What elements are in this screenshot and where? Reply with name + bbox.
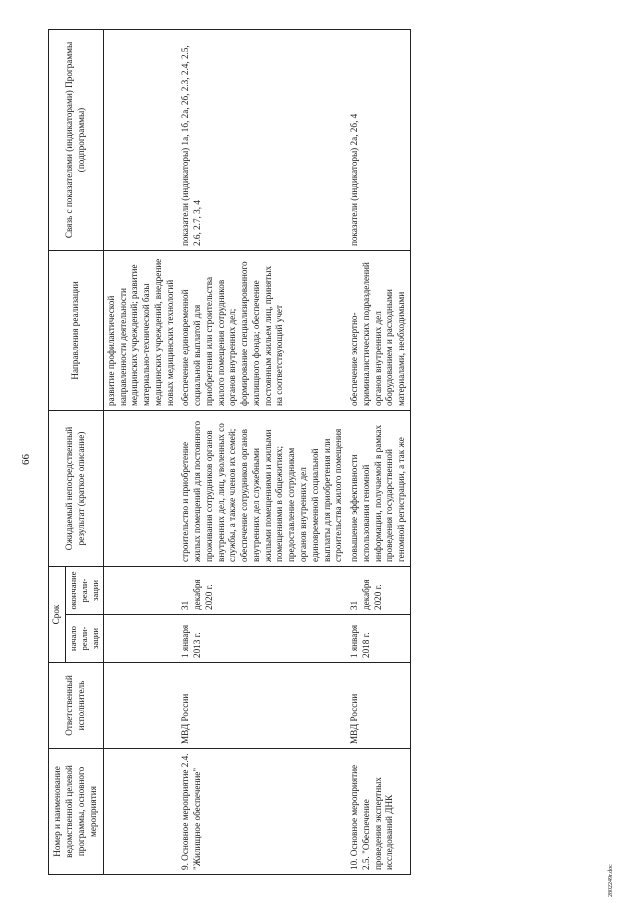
table-row bbox=[103, 30, 178, 875]
row-name: Основное мероприятие 2.4. "Жилищное обеспечение" bbox=[180, 753, 203, 870]
header-executor: Ответственный исполнитель bbox=[49, 663, 104, 749]
footer-file-code: 2802249r.doc bbox=[608, 864, 614, 897]
program-table bbox=[48, 29, 411, 875]
table-header-row bbox=[49, 30, 66, 875]
cell-executor: МВД России bbox=[347, 663, 410, 749]
cell-link bbox=[103, 30, 178, 251]
header-name: Номер и наименование ведомственной целевой программы, основного мероприятия bbox=[49, 749, 104, 875]
cell-executor bbox=[103, 663, 178, 749]
cell-directions: обеспечение экспертно-криминалистических подразделений органов внутренних дел оборудованием и расходными материалами, необходимыми bbox=[347, 251, 410, 411]
header-directions: Направления реализации bbox=[49, 251, 104, 411]
cell-end: 31 декабря 2020 г. bbox=[178, 567, 347, 615]
row-number: 9. bbox=[180, 863, 191, 870]
cell-result: повышение эффективности использования геномной информации, получаемой в рамках проведения государственной геномной регистрации, а так же bbox=[347, 411, 410, 567]
table-row bbox=[178, 30, 347, 875]
cell-directions: развитие профилактической направленности деятельности медицинских учреждений; развитие материально-технической базы медицинских учреждений, внедрение новых медицинских технологий bbox=[103, 251, 178, 411]
page-number: 66 bbox=[20, 454, 32, 465]
cell-result bbox=[103, 411, 178, 567]
cell-start: 1 января 2013 г. bbox=[178, 615, 347, 663]
cell-end bbox=[103, 567, 178, 615]
row-name: Основное мероприятие 2.5. "Обеспечение проведения экспертных исследований ДНК bbox=[349, 764, 395, 870]
row-number: 10. bbox=[349, 858, 360, 870]
header-term: Срок bbox=[49, 567, 66, 663]
header-start: начало реали-зации bbox=[65, 615, 103, 663]
header-link: Связь с показателями (индикаторами) Программы (подпрограммы) bbox=[49, 30, 104, 251]
cell-end: 31 декабря 2020 г. bbox=[347, 567, 410, 615]
cell-name bbox=[103, 749, 178, 875]
cell-start: 1 января 2018 г. bbox=[347, 615, 410, 663]
cell-directions: обеспечение единовременной социальной выплатой для приобретения или строительства жилого помещения сотрудников органов внутренних дел; формирование специализированного жилищного фонда; обеспечение постоянным жильем лиц, принятых на соответствующий учет bbox=[178, 251, 347, 411]
header-result: Ожидаемый непосредственный результат (краткое описание) bbox=[49, 411, 104, 567]
cell-link: показатели (индикаторы) 2а, 2б, 4 bbox=[347, 30, 410, 251]
cell-result: строительство и приобретение жилых помещений для постоянного проживания сотрудников органов внутренних дел, лиц, уволенных со службы, а также членов их семей; обеспечение сотрудников органов внутренних дел служебными жилыми помещениями и жилыми помещениями в общежитиях; предоставление сотрудникам органов внутренних дел единовременной социальной выплаты для приобретения или строительства жилого помещения bbox=[178, 411, 347, 567]
cell-link: показатели (индикаторы) 1а, 1б, 2а, 2б, 2.3, 2.4, 2.5, 2.6, 2.7, 3, 4 bbox=[178, 30, 347, 251]
cell-start bbox=[103, 615, 178, 663]
header-end: окончание реали-зации bbox=[65, 567, 103, 615]
cell-name bbox=[347, 749, 410, 875]
cell-executor: МВД России bbox=[178, 663, 347, 749]
table-row bbox=[347, 30, 410, 875]
cell-name bbox=[178, 749, 347, 875]
